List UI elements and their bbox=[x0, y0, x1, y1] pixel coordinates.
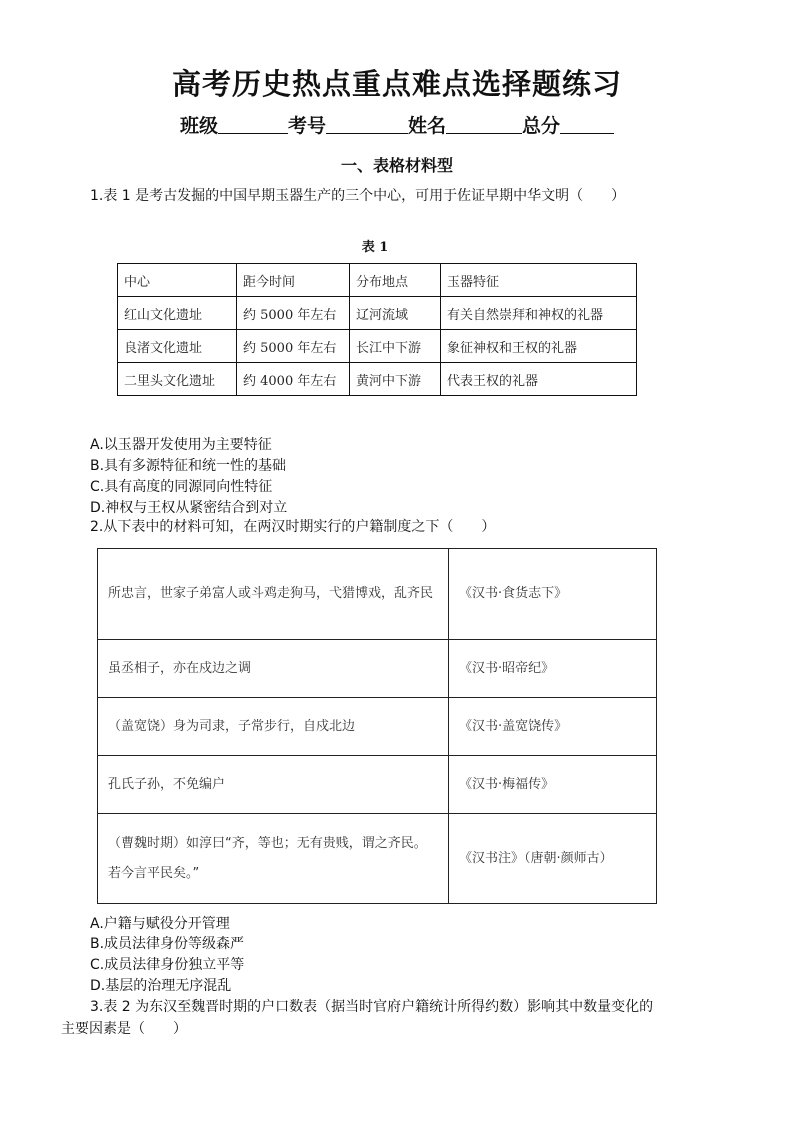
source-cell: 《汉书·昭帝纪》 bbox=[449, 640, 657, 698]
page-title: 高考历史热点重点难点选择题练习 bbox=[171, 67, 622, 101]
table-row bbox=[98, 549, 657, 640]
question-1-option-c[interactable]: C.具有高度的同源同向性特征 bbox=[90, 479, 273, 495]
quote-cell: 孔氏子孙，不免编户 bbox=[98, 756, 449, 814]
source-cell: 《汉书·食货志下》 bbox=[449, 549, 657, 640]
student-info-line bbox=[0, 111, 794, 138]
table-cell: 长江中下游 bbox=[350, 330, 441, 363]
source-cell: 《汉书·梅福传》 bbox=[449, 756, 657, 814]
question-3-stem-line-1: 3.表 2 为东汉至魏晋时期的户口数表（据当时官府户籍统计所得约数）影响其中数量变化的 bbox=[90, 999, 654, 1015]
table-row bbox=[98, 698, 657, 756]
name-label: 姓名 bbox=[408, 115, 447, 137]
table-row bbox=[118, 330, 637, 363]
question-3-stem-line-2: 主要因素是（ ） bbox=[61, 1021, 187, 1037]
score-label: 总分 bbox=[522, 115, 561, 137]
question-1-option-a[interactable]: A.以玉器开发使用为主要特征 bbox=[90, 437, 272, 453]
class-blank[interactable] bbox=[218, 115, 288, 134]
quote-cell: 所忠言，世家子弟富人或斗鸡走狗马，弋猎博戏，乱齐民 bbox=[98, 549, 449, 640]
table-cell: 象征神权和王权的礼器 bbox=[441, 330, 637, 363]
quote-cell: 虽丞相子，亦在戍边之调 bbox=[98, 640, 449, 698]
table-cell: 代表王权的礼器 bbox=[441, 363, 637, 396]
section-title: 一、表格材料型 bbox=[340, 156, 453, 175]
question-2-option-b[interactable]: B.成员法律身份等级森严 bbox=[90, 936, 245, 952]
table-cell: 约 5000 年左右 bbox=[237, 297, 350, 330]
table-cell: 约 5000 年左右 bbox=[237, 330, 350, 363]
table-cell: 辽河流域 bbox=[350, 297, 441, 330]
table-row bbox=[98, 814, 657, 904]
exam-no-label: 考号 bbox=[287, 115, 326, 137]
table-cell: 二里头文化遗址 bbox=[118, 363, 237, 396]
table-cell: 良渚文化遗址 bbox=[118, 330, 237, 363]
quote-cell: （曹魏时期）如淳曰“齐，等也；无有贵贱，谓之齐民。若今言平民矣。” bbox=[98, 814, 449, 904]
header-cell: 分布地点 bbox=[350, 264, 441, 297]
table-cell: 红山文化遗址 bbox=[118, 297, 237, 330]
table-1 bbox=[117, 263, 637, 396]
name-blank[interactable] bbox=[446, 115, 522, 134]
question-2-stem: 2.从下表中的材料可知，在两汉时期实行的户籍制度之下（ ） bbox=[90, 519, 496, 535]
question-1-option-b[interactable]: B.具有多源特征和统一性的基础 bbox=[90, 458, 287, 474]
question-1-option-d[interactable]: D.神权与王权从紧密结合到对立 bbox=[90, 500, 288, 516]
question-1-stem: 1.表 1 是考古发掘的中国早期玉器生产的三个中心，可用于佐证早期中华文明（ ） bbox=[90, 188, 626, 204]
table-2 bbox=[97, 548, 657, 904]
table-1-caption: 表 1 bbox=[361, 240, 389, 255]
source-cell: 《汉书注》（唐朝·颜师古） bbox=[449, 814, 657, 904]
table-cell: 约 4000 年左右 bbox=[237, 363, 350, 396]
exam-no-blank[interactable] bbox=[326, 115, 408, 134]
class-label: 班级 bbox=[179, 115, 218, 137]
question-2-option-a[interactable]: A.户籍与赋役分开管理 bbox=[90, 916, 230, 932]
table-row bbox=[118, 363, 637, 396]
table-header-row bbox=[118, 264, 637, 297]
score-blank[interactable] bbox=[560, 115, 614, 134]
header-cell: 玉器特征 bbox=[441, 264, 637, 297]
table-row bbox=[98, 640, 657, 698]
question-2-option-c[interactable]: C.成员法律身份独立平等 bbox=[90, 957, 245, 973]
source-cell: 《汉书·盖宽饶传》 bbox=[449, 698, 657, 756]
table-cell: 黄河中下游 bbox=[350, 363, 441, 396]
table-cell: 有关自然崇拜和神权的礼器 bbox=[441, 297, 637, 330]
table-row bbox=[98, 756, 657, 814]
header-cell: 距今时间 bbox=[237, 264, 350, 297]
question-2-option-d[interactable]: D.基层的治理无序混乱 bbox=[90, 978, 232, 994]
quote-cell: （盖宽饶）身为司隶，子常步行，自戍北边 bbox=[98, 698, 449, 756]
table-row bbox=[118, 297, 637, 330]
header-cell: 中心 bbox=[118, 264, 237, 297]
